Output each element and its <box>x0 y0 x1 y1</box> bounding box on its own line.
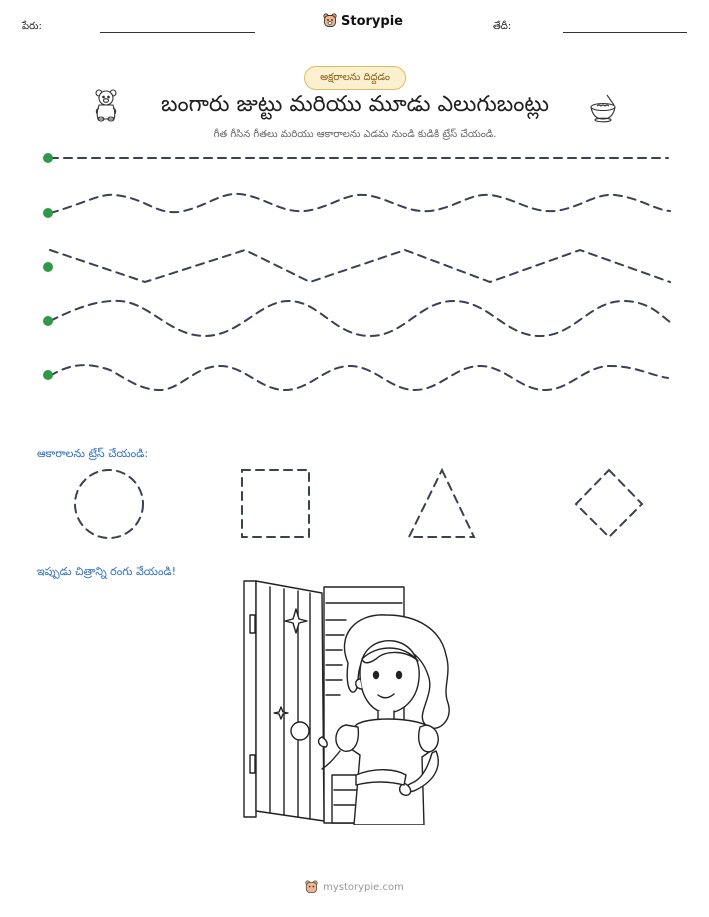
topic-badge: అక్షరాలను దిద్దడం <box>304 66 406 90</box>
start-dot-icon <box>43 153 53 163</box>
trace-line-wave-2 <box>50 301 670 336</box>
storypie-footer-icon <box>305 880 318 895</box>
door-knob <box>291 722 309 740</box>
coloring-picture <box>236 575 486 825</box>
footer <box>0 880 709 895</box>
brand-logo <box>323 13 403 29</box>
start-dot-icon <box>43 262 53 272</box>
footer-url[interactable]: mystorypie.com <box>323 882 404 893</box>
diamond-shape <box>576 470 642 537</box>
trace-line-wave-1 <box>50 194 670 213</box>
bear-icon <box>92 88 120 122</box>
date-field[interactable] <box>563 32 687 33</box>
porridge-bowl-icon <box>587 93 619 123</box>
start-dot-icon <box>43 370 53 380</box>
trace-line-curvy <box>50 365 668 390</box>
storypie-bear-icon <box>323 13 337 29</box>
tracing-shapes <box>0 460 709 550</box>
tracing-lines <box>0 140 709 400</box>
date-label: తేదీ: <box>493 21 512 32</box>
instructions: గీత గీసిన గీతలు మరియు ఆకారాలను ఎడమ నుండి కుడికి ట్రేస్ చేయండి. <box>213 129 497 140</box>
brand-name: Storypie <box>341 13 403 29</box>
square-shape <box>242 470 309 537</box>
shapes-section-label: ఆకారాలను ట్రేస్ చేయండి: <box>37 447 149 460</box>
start-dot-icon <box>43 316 53 326</box>
door-panel <box>256 581 324 821</box>
trace-line-zigzag <box>50 250 670 282</box>
circle-shape <box>75 470 143 538</box>
coloring-section-label: ఇప్పుడు చిత్రాన్ని రంగు వేయండి! <box>37 565 177 578</box>
name-field[interactable] <box>100 32 255 33</box>
triangle-shape <box>409 470 474 537</box>
name-label: పేరు: <box>22 21 42 32</box>
start-dot-icon <box>43 208 53 218</box>
page-title: బంగారు జుట్టు మరియు మూడు ఎలుగుబంట్లు <box>160 92 550 117</box>
